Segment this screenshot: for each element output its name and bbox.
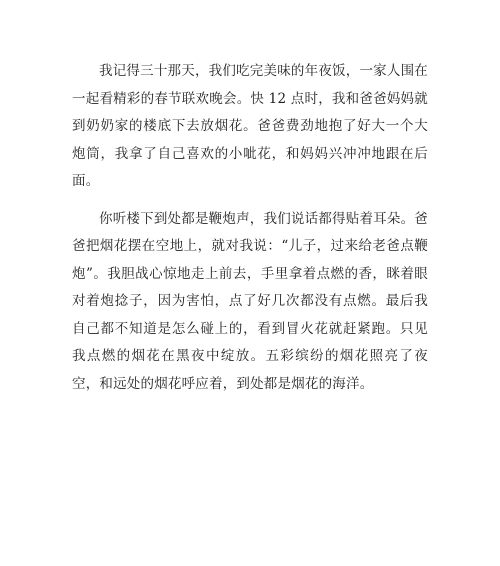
paragraph-1: 我记得三十那天，我们吃完美味的年夜饭，一家人围在一起看精彩的春节联欢晚会。快 12 点时，我和爸爸妈妈就到奶奶家的楼底下去放烟花。爸爸费劲地抱了好大一个大炮筒，我拿了自己喜欢的小呲花，和妈妈兴冲冲地跟在后面。 [72,63,428,189]
document-body [72,58,428,398]
paragraph-2: 你听楼下到处都是鞭炮声，我们说话都得贴着耳朵。爸爸把烟花摆在空地上，就对我说：“儿子，过来给老爸点鞭炮”。我胆战心惊地走上前去，手里拿着点燃的香，眯着眼对着炮捻子，因为害怕，点了好几次都没有点燃。最后我自己都不知道是怎么碰上的，看到冒火花就赶紧跑。只见我点燃的烟花在黑夜中绽放。五彩缤纷的烟花照亮了夜空，和远处的烟花呼应着，到处都是烟花的海洋。 [72,210,428,392]
